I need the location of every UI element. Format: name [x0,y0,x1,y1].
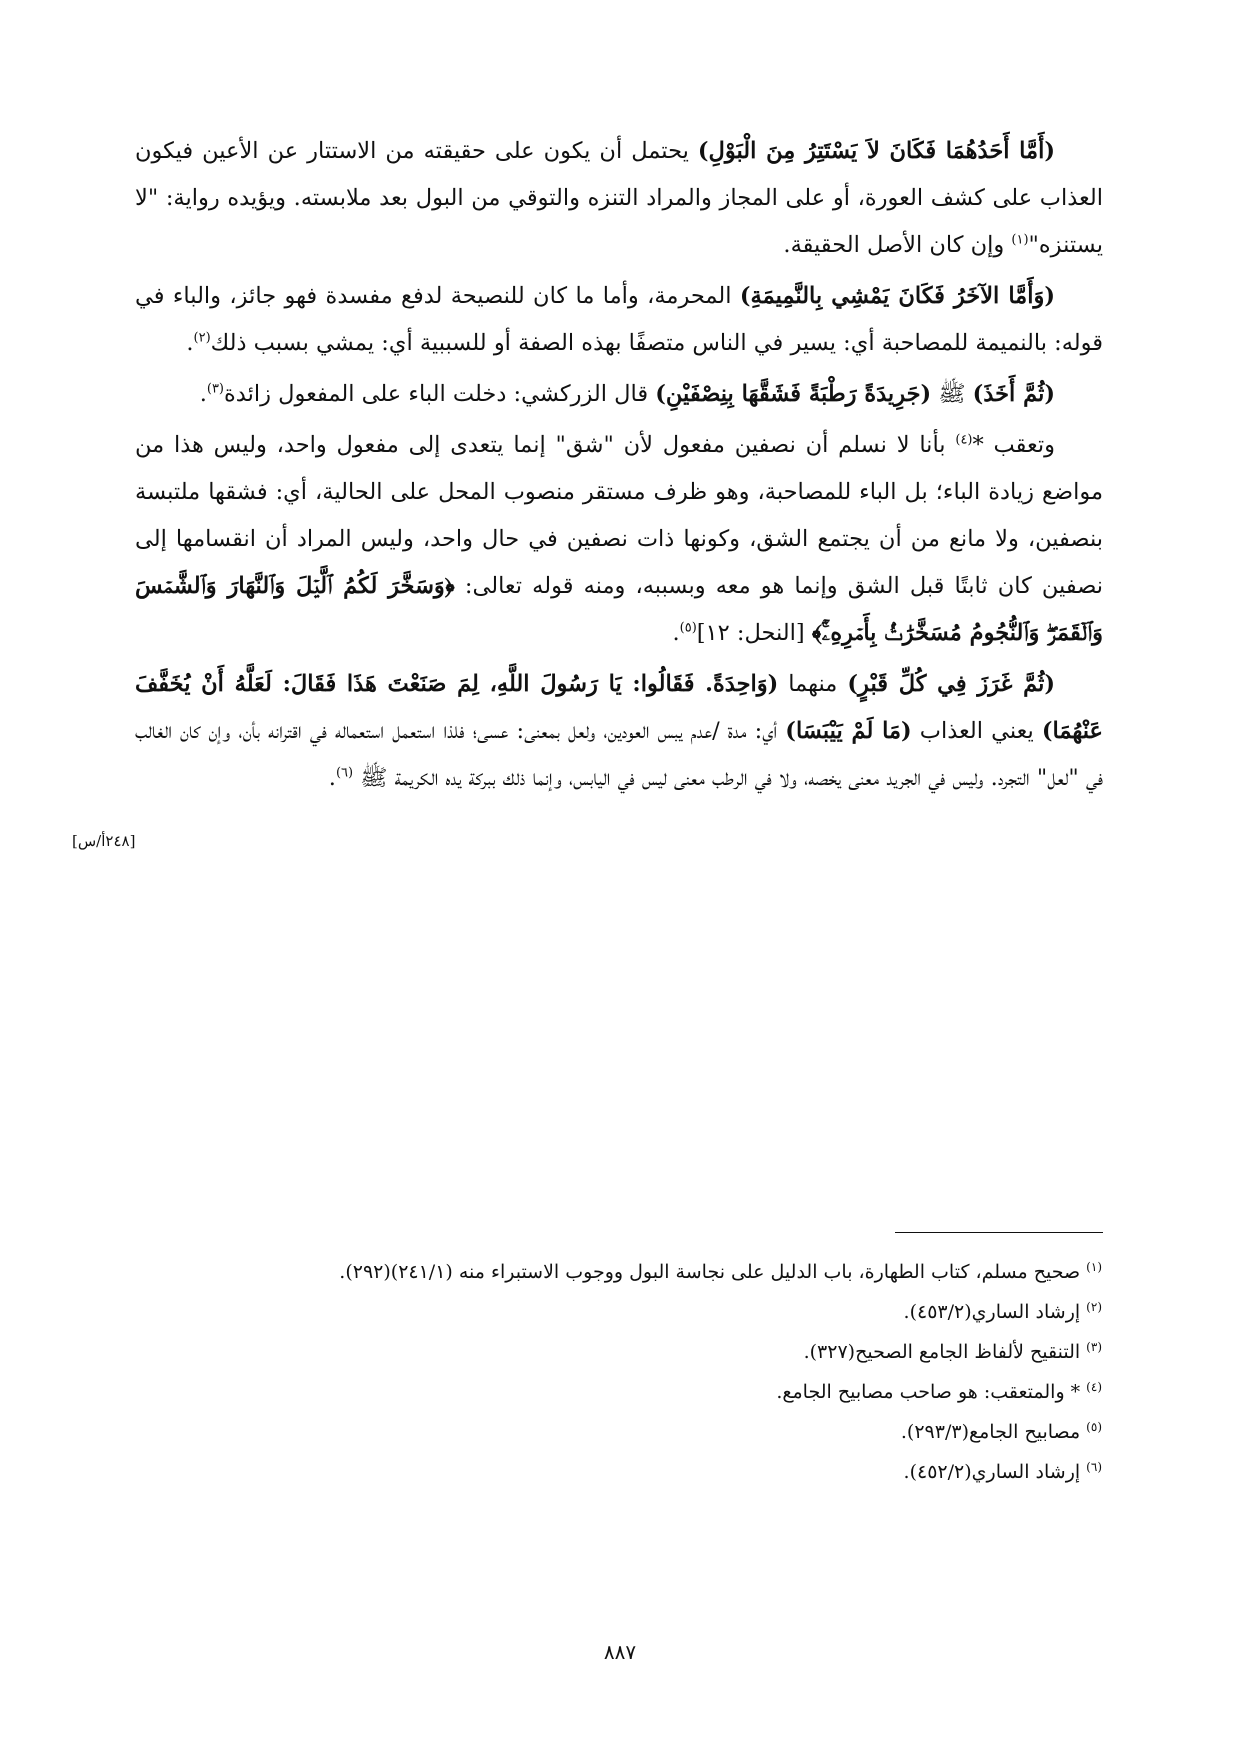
page-number: ٨٨٧ [603,1640,637,1664]
footnote-ref[interactable]: (٥) [679,620,697,636]
paragraph-2 [135,273,1103,367]
paragraph-3 [135,371,1103,418]
footnote-ref[interactable]: (١) [1011,232,1029,248]
footnotes [142,1252,1102,1492]
footnote-text: مصابيح الجامع(٢٩٣/٣). [900,1421,1081,1443]
footnote-text: * والمتعقب: هو صاحب مصابيح الجامع. [776,1381,1081,1403]
commentary-text: . [328,765,336,791]
commentary-text: أي: مدة /عدم يبس العودين، ولعل بمعنى: عسى؛ فلذا استعمل استعماله في اقترانه بأن، وإن كان الغالب في "لعل" التجرد. وليس في الجريد معنى يخصه، ولا في الرطب معنى ليس في اليابس، وإنما ذلك ببركة يده الكريمة ﷺ [135,718,1103,791]
footnote-4 [142,1372,1102,1412]
paragraph-5 [135,661,1103,802]
hadith-phrase: (وَاحِدَةً. فَقَالُوا: يَا رَسُولَ اللَّهِ، لِمَ صَنَعْتَ هَذَا فَقَالَ: لَعَلَّهُ أَنْ يُخَفَّفَ عَنْهُمَا) [135,671,1103,744]
verse-reference: [النحل: ١٢] [696,620,812,646]
footnote-text: إرشاد الساري(٤٥٢/٢). [903,1461,1081,1483]
footnote-ref[interactable]: (٦) [335,765,354,781]
footnote-ref[interactable]: (٤) [955,432,973,448]
footnote-text: التنقيح لألفاظ الجامع الصحيح(٣٢٧). [803,1341,1081,1363]
hadith-phrase: (أَمَّا أَحَدُهُمَا فَكَانَ لاَ يَسْتَتِرُ مِنَ الْبَوْلِ) [697,138,1055,164]
commentary-text: قال الزركشي: دخلت الباء على المفعول زائدة [224,381,656,407]
footnote-number: (٢) [1086,1299,1102,1314]
footnote-number: (٣) [1086,1339,1102,1354]
commentary-text: منهما [778,671,848,697]
commentary-text: المحرمة، وأما ما كان للنصيحة لدفع مفسدة فهو جائز، والباء في قوله: بالنميمة للمصاحبة أي: يسير في الناس متصفًا بهذه الصفة أو للسببية أي: يمشي بسبب ذلك [135,283,1103,356]
manuscript-folio-marker: [٢٤٨أ/س] [72,832,136,850]
footnote-separator [895,1232,1103,1233]
main-text [135,128,1103,806]
paragraph-1 [135,128,1103,269]
commentary-text: وتعقب * [972,432,1055,458]
footnote-2 [142,1292,1102,1332]
footnote-text: إرشاد الساري(٤٥٣/٢). [903,1301,1081,1323]
commentary-text: . [186,330,194,356]
footnote-number: (٥) [1086,1419,1102,1434]
commentary-text: وإن كان الأصل الحقيقة. [783,232,1012,258]
commentary-text: . [672,620,680,646]
hadith-phrase: (جَرِيدَةً رَطْبَةً فَشَقَّهَا بِنِصْفَيْنِ) [655,381,932,407]
commentary-text: بأنا لا نسلم أن نصفين مفعول لأن "شق" إنما يتعدى إلى مفعول واحد، وليس هذا من مواضع زيادة الباء؛ بل الباء للمصاحبة، وهو ظرف مستقر منصوب المحل على الحالية، أي: فشقها ملتبسة بنصفين، ولا مانع من أن يجتمع الشق، وكونها ذات نصفين في حال واحد، وليس المراد أن انقسامها إلى نصفين كان ثابتًا قبل الشق وإنما هو معه وبسببه، ومنه قوله تعالى: [135,432,1103,599]
paragraph-4 [135,422,1103,657]
footnote-ref[interactable]: (٣) [206,381,224,397]
salawat-symbol: ﷺ [931,381,973,407]
footnote-5 [142,1412,1102,1452]
footnote-3 [142,1332,1102,1372]
commentary-text: يحتمل أن يكون على حقيقته من الاستتار عن الأعين فيكون العذاب على كشف العورة، أو على المجاز والمراد التنزه والتوقي من البول بعد ملابسته. ويؤيده رواية: "لا يستنزه" [135,138,1103,258]
footnote-1 [142,1252,1102,1292]
footnote-6 [142,1452,1102,1492]
footnote-number: (١) [1086,1259,1102,1274]
commentary-text: . [199,381,207,407]
footnote-text: صحيح مسلم، كتاب الطهارة، باب الدليل على نجاسة البول ووجوب الاستبراء منه (٢٤١/١)(٢٩٢). [339,1261,1081,1283]
hadith-phrase: (مَا لَمْ يَيْبَسَا) [785,718,912,744]
hadith-phrase: (ثُمَّ أَخَذَ) [972,381,1055,407]
quran-verse: ﴿وَسَخَّرَ لَكُمُ ٱلَّيۡلَ وَٱلنَّهَارَ وَٱلشَّمۡسَ وَٱلۡقَمَرَۖ وَٱلنُّجُومُ مُسَخَّرَٰتُۢ بِأَمۡرِهِۦٓۚ﴾ [135,573,1103,646]
footnote-number: (٦) [1086,1459,1102,1474]
commentary-text: يعني العذاب [911,718,1042,744]
hadith-phrase: (ثُمَّ غَرَزَ فِي كُلِّ قَبْرٍ) [847,671,1055,697]
footnote-ref[interactable]: (٢) [193,330,211,346]
hadith-phrase: (وَأَمَّا الآخَرُ فَكَانَ يَمْشِي بِالنَّمِيمَةِ) [739,283,1055,309]
footnote-number: (٤) [1086,1379,1102,1394]
